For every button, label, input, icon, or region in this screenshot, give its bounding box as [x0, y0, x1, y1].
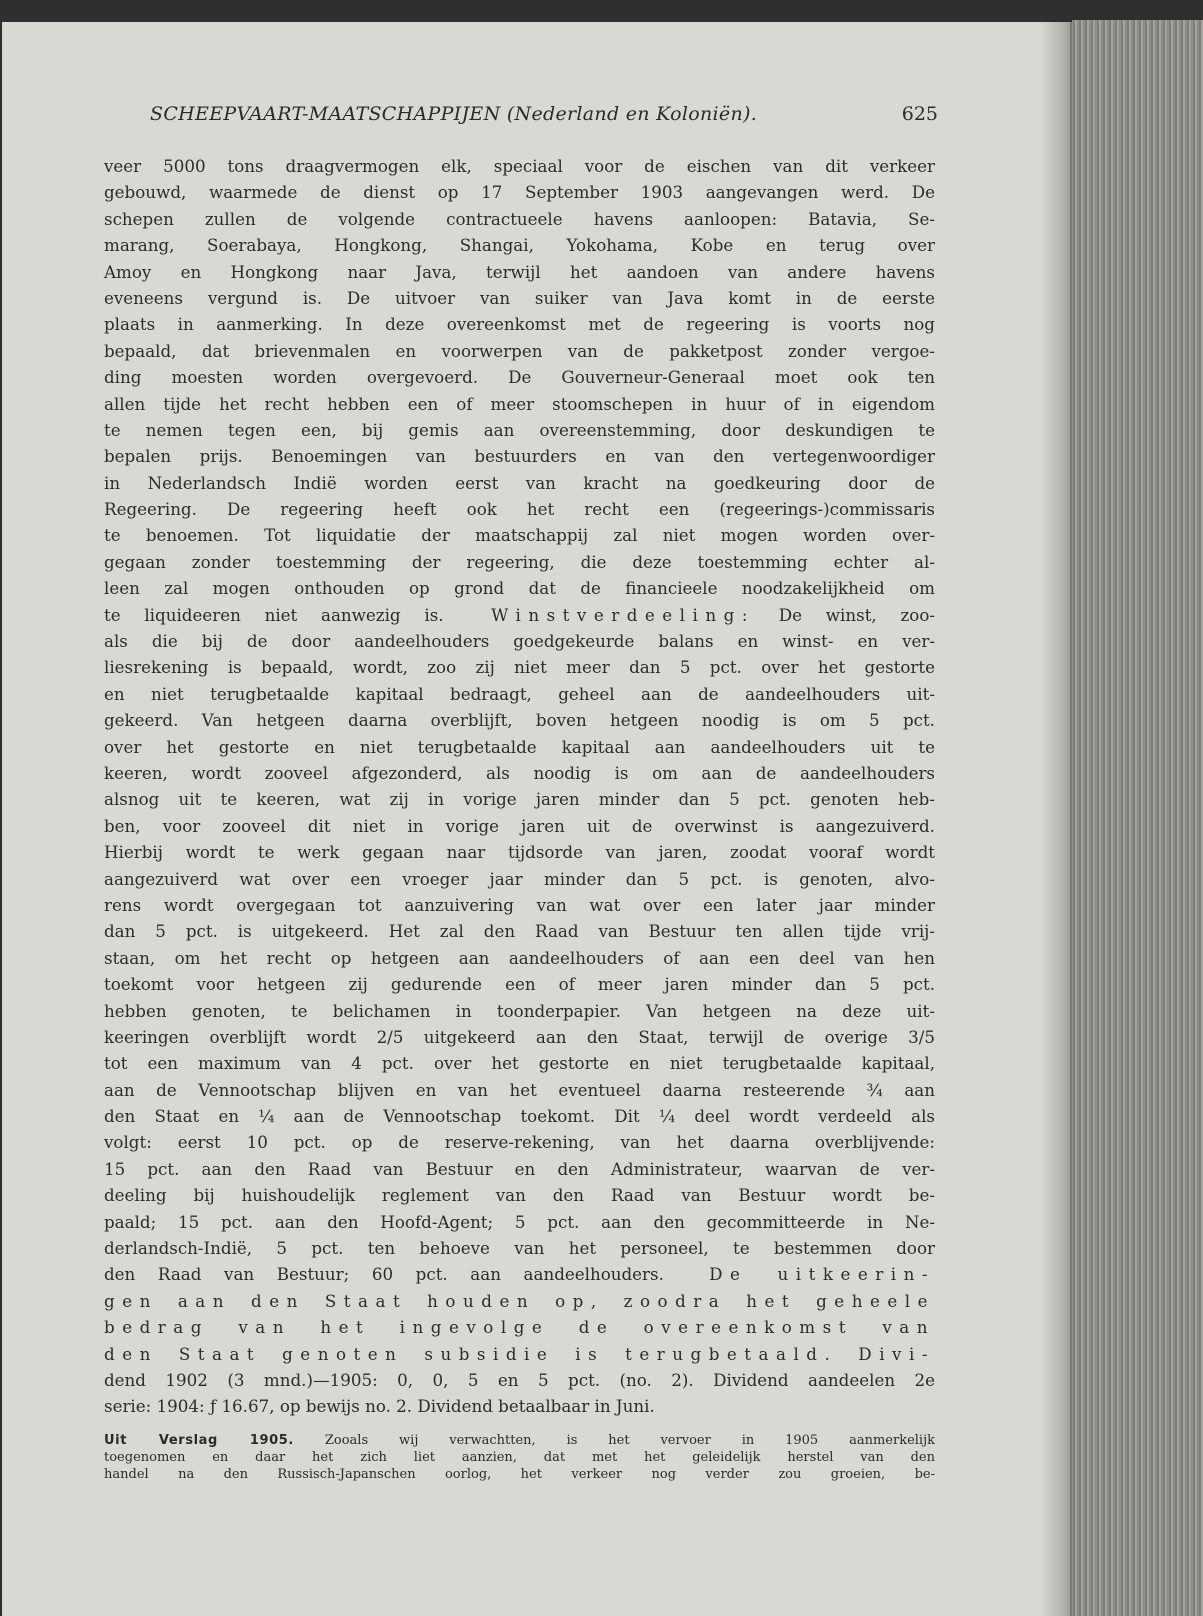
footnote-line: toegenomen en daar het zich liet aanzien, dat met het geleidelijk herstel van den	[104, 1450, 935, 1465]
text-line: als die bij de door aandeelhouders goedgekeurde balans en winst- en ver-	[104, 631, 935, 652]
text-segment: aan de Vennootschap blijven en van het eventueel daarna resteerende	[104, 1079, 846, 1100]
text-segment: den Raad van Bestuur; 60 pct. aan aandeelhouders.	[104, 1264, 664, 1285]
text-line: staan, om het recht op hetgeen aan aandeelhouders of aan een deel van hen	[104, 947, 935, 968]
text-line: over het gestorte en niet terugbetaalde kapitaal aan aandeelhouders uit te	[104, 736, 935, 757]
text-line-fractions	[104, 1103, 935, 1129]
text-line-spaced: den Staat genoten subsidie is terugbetaald. Divi-	[104, 1343, 935, 1364]
text-line: serie: 1904: ƒ 16.67, op bewijs no. 2. Dividend betaalbaar in Juni.	[104, 1396, 655, 1417]
text-line: gegaan zonder toestemming der regeering, die deze toestemming echter al-	[104, 551, 935, 572]
text-line-spaced: bedrag van het ingevolge de overeenkomst van	[104, 1317, 935, 1338]
fraction: 2/5	[376, 1026, 404, 1047]
text-line-fractions	[104, 1024, 935, 1050]
text-line: hebben genoten, te belichamen in toonderpapier. Van hetgeen na deze uit-	[104, 1000, 935, 1021]
running-header	[150, 103, 938, 133]
text-line: volgt: eerst 10 pct. op de reserve-rekening, van het daarna overblijvende:	[104, 1132, 935, 1153]
text-line: marang, Soerabaya, Hongkong, Shangai, Yokohama, Kobe en terug over	[104, 235, 935, 256]
text-line: ding moesten worden overgevoerd. De Gouverneur-Generaal moet ook ten	[104, 367, 935, 388]
text-segment: Zooals wij verwachtten, is het vervoer in 1905 aanmerkelijk	[324, 1433, 935, 1448]
text-line: alsnog uit te keeren, wat zij in vorige jaren minder dan 5 pct. genoten heb-	[104, 789, 935, 810]
page-number: 625	[901, 103, 938, 125]
text-line: allen tijde het recht hebben een of meer stoomschepen in huur of in eigendom	[104, 393, 935, 414]
text-line: tot een maximum van 4 pct. over het gestorte en niet terugbetaalde kapitaal,	[104, 1053, 935, 1074]
text-line: in Nederlandsch Indië worden eerst van kracht na goedkeuring door de	[104, 472, 935, 493]
text-line-uitkeeringen	[104, 1261, 935, 1287]
text-line: dend 1902 (3 mnd.)—1905: 0, 0, 5 en 5 pct. (no. 2). Dividend aandeelen 2e	[104, 1369, 935, 1390]
uitkeeringen-start: De uitkeerin-	[709, 1264, 936, 1285]
footnote-lead: Uit Verslag 1905.	[104, 1433, 294, 1448]
text-line: plaats in aanmerking. In deze overeenkomst met de regeering is voorts nog	[104, 314, 935, 335]
footnote-line: handel na den Russisch-Japanschen oorlog, het verkeer nog verder zou groeien, be-	[104, 1467, 935, 1482]
text-line: deeling bij huishoudelijk reglement van den Raad van Bestuur wordt be-	[104, 1185, 935, 1206]
text-line: aangezuiverd wat over een vroeger jaar minder dan 5 pct. is genoten, alvo-	[104, 868, 935, 889]
fraction: ¾	[866, 1079, 883, 1100]
text-line: en niet terugbetaalde kapitaal bedraagt, geheel aan de aandeelhouders uit-	[104, 683, 935, 704]
text-line: veer 5000 tons draagvermogen elk, speciaal voor de eischen van dit verkeer	[104, 156, 935, 176]
text-line: keeren, wordt zooveel afgezonderd, als noodig is om aan de aandeelhouders	[104, 762, 935, 783]
text-segment: deel wordt verdeeld als	[694, 1106, 935, 1127]
text-line: bepaald, dat brievenmalen en voorwerpen van de pakketpost zonder vergoe-	[104, 340, 935, 361]
text-line: dan 5 pct. is uitgekeerd. Het zal den Raad van Bestuur ten allen tijde vrij-	[104, 921, 935, 942]
text-segment: te liquideeren niet aanwezig is.	[104, 604, 444, 625]
text-line: bepalen prijs. Benoemingen van bestuurders en van den vertegenwoordiger	[104, 446, 935, 467]
text-line: derlandsch-Indië, 5 pct. ten behoeve van het personeel, te bestemmen door	[104, 1238, 935, 1259]
text-line-fractions	[104, 1077, 935, 1103]
text-line: Regeering. De regeering heeft ook het recht een (regeerings-)commissaris	[104, 499, 935, 520]
fraction: ¼	[258, 1106, 275, 1127]
body-text	[104, 153, 935, 1420]
text-line: gebouwd, waarmede de dienst op 17 September 1903 aangevangen werd. De	[104, 182, 935, 203]
footnote-line	[104, 1432, 935, 1449]
text-line: eveneens vergund is. De uitvoer van suiker van Java komt in de eerste	[104, 287, 935, 308]
text-line: rens wordt overgegaan tot aanzuivering van wat over een later jaar minder	[104, 894, 935, 915]
text-segment: den Staat en	[104, 1106, 240, 1127]
winstverdeeling-heading: Winstverdeeling:	[491, 604, 755, 625]
text-segment: uitgekeerd aan den Staat, terwijl de overige	[423, 1026, 888, 1047]
fraction: ¼	[658, 1106, 676, 1127]
text-line: 15 pct. aan den Raad van Bestuur en den Administrateur, waarvan de ver-	[104, 1158, 935, 1179]
text-line: ben, voor zooveel dit niet in vorige jaren uit de overwinst is aangezuiverd.	[104, 815, 935, 836]
text-line: liesrekening is bepaald, wordt, zoo zij niet meer dan 5 pct. over het gestorte	[104, 657, 935, 678]
text-line: te benoemen. Tot liquidatie der maatschappij zal niet mogen worden over-	[104, 525, 935, 546]
text-segment: aan	[904, 1079, 935, 1100]
text-line: toekomt voor hetgeen zij gedurende een of meer jaren minder dan 5 pct.	[104, 974, 935, 995]
text-line: te nemen tegen een, bij gemis aan overeenstemming, door deskundigen te	[104, 419, 935, 440]
footnote	[104, 1432, 935, 1483]
text-line: Hierbij wordt te werk gegaan naar tijdsorde van jaren, zoodat vooraf wordt	[104, 842, 935, 863]
text-line-winstverdeeling	[104, 602, 935, 628]
text-line: leen zal mogen onthouden op grond dat de financieele noodzakelijkheid om	[104, 578, 935, 599]
text-line: gekeerd. Van hetgeen daarna overblijft, boven hetgeen noodig is om 5 pct.	[104, 710, 935, 731]
text-line: paald; 15 pct. aan den Hoofd-Agent; 5 pct. aan den gecommitteerde in Ne-	[104, 1211, 935, 1232]
text-line: schepen zullen de volgende contractueele havens aanloopen: Batavia, Se-	[104, 208, 935, 229]
running-header-title: SCHEEPVAART-MAATSCHAPPIJEN (Nederland en Koloniën).	[150, 103, 758, 125]
text-segment: aan de Vennootschap toekomt. Dit	[293, 1106, 640, 1127]
text-segment: De winst, zoo-	[778, 604, 935, 625]
text-line: Amoy en Hongkong naar Java, terwijl het aandoen van andere havens	[104, 261, 935, 282]
book-page-edges	[1072, 20, 1203, 1616]
text-segment: keeringen overblijft wordt	[104, 1026, 357, 1047]
fraction: 3/5	[908, 1026, 935, 1047]
text-line-spaced: gen aan den Staat houden op, zoodra het geheele	[104, 1290, 935, 1311]
